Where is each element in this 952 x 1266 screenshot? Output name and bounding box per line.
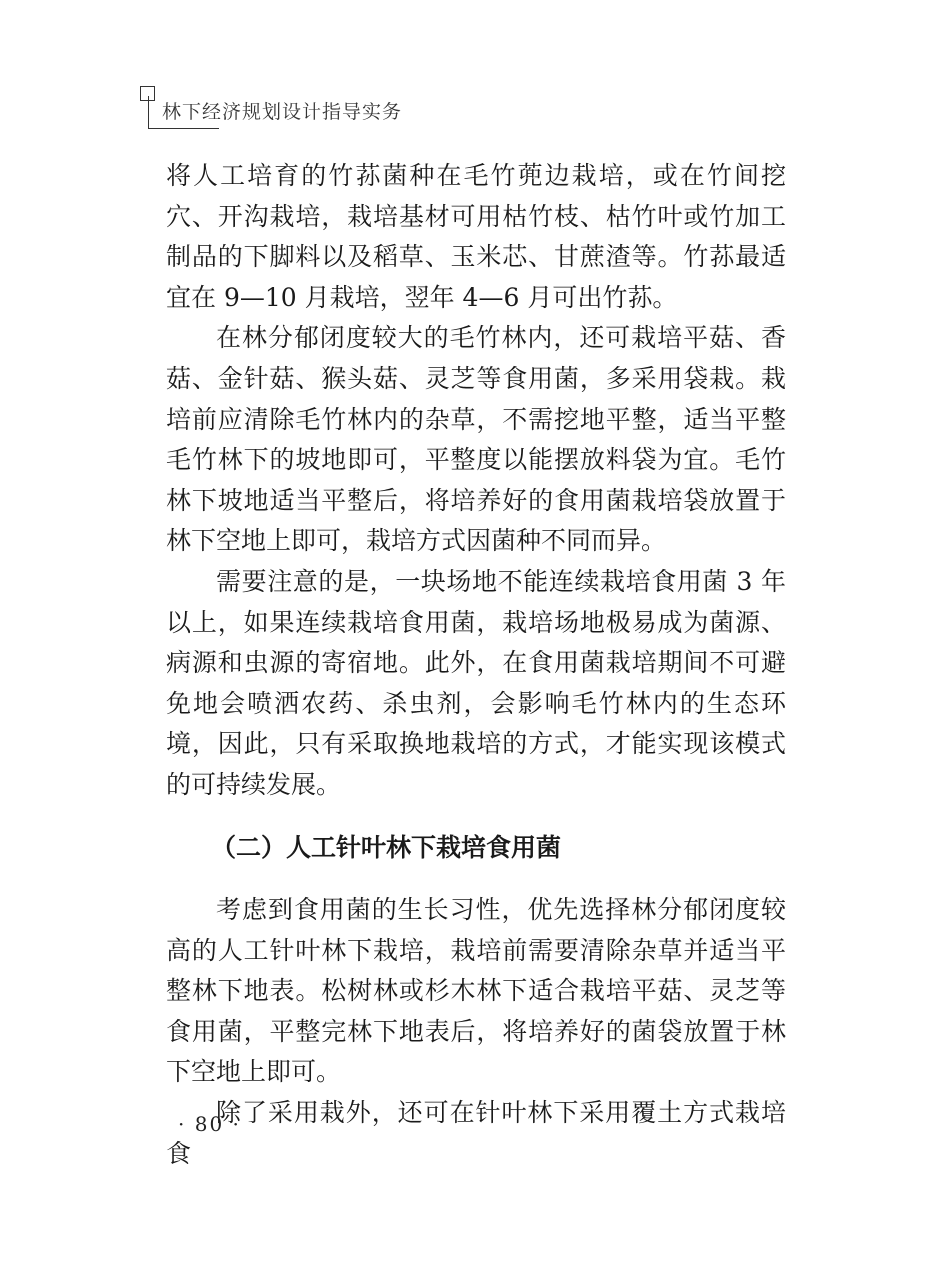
paragraph-continuation: 将人工培育的竹荪菌种在毛竹蔸边栽培，或在竹间挖穴、开沟栽培，栽培基材可用枯竹枝、枯竹叶或竹加工制品的下脚料以及稻草、玉米芯、甘蔗渣等。竹荪最适宜在 9—10 月栽培，翌年 4—6 月可出竹荪。: [166, 161, 786, 312]
paragraph: 除了采用栽外，还可在针叶林下采用覆土方式栽培食: [166, 1098, 786, 1168]
section-heading: （二）人工针叶林下栽培食用菌: [211, 832, 562, 862]
paragraph: 需要注意的是，一块场地不能连续栽培食用菌 3 年以上，如果连续栽培食用菌，栽培场地极易成为菌源、病源和虫源的寄宿地。此外，在食用菌栽培期间不可避免地会喷洒农药、杀虫剂，会影响毛竹林内的生态环境，因此，只有采取换地栽培的方式，才能实现该模式的可持续发展。: [166, 566, 786, 799]
paragraph: 考虑到食用菌的生长习性，优先选择林分郁闭度较高的人工针叶林下栽培，栽培前需要清除杂草并适当平整林下地表。松树林或杉木林下适合栽培平菇、灵芝等食用菌，平整完林下地表后，将培养好的菌袋放置于林下空地上即可。: [166, 895, 786, 1087]
running-header-title: 林下经济规划设计指导实务: [162, 101, 403, 123]
page-body: [166, 156, 786, 1174]
paragraph: 在林分郁闭度较大的毛竹林内，还可栽培平菇、香菇、金针菇、猴头菇、灵芝等食用菌，多采用袋栽。栽培前应清除毛竹林内的杂草，不需挖地平整，适当平整毛竹林下的坡地即可，平整度以能摆放料袋为宜。毛竹林下坡地适当平整后，将培养好的食用菌栽培袋放置于林下空地上即可，栽培方式因菌种不同而异。: [166, 323, 786, 556]
page-number: · 80 ·: [178, 1112, 241, 1136]
